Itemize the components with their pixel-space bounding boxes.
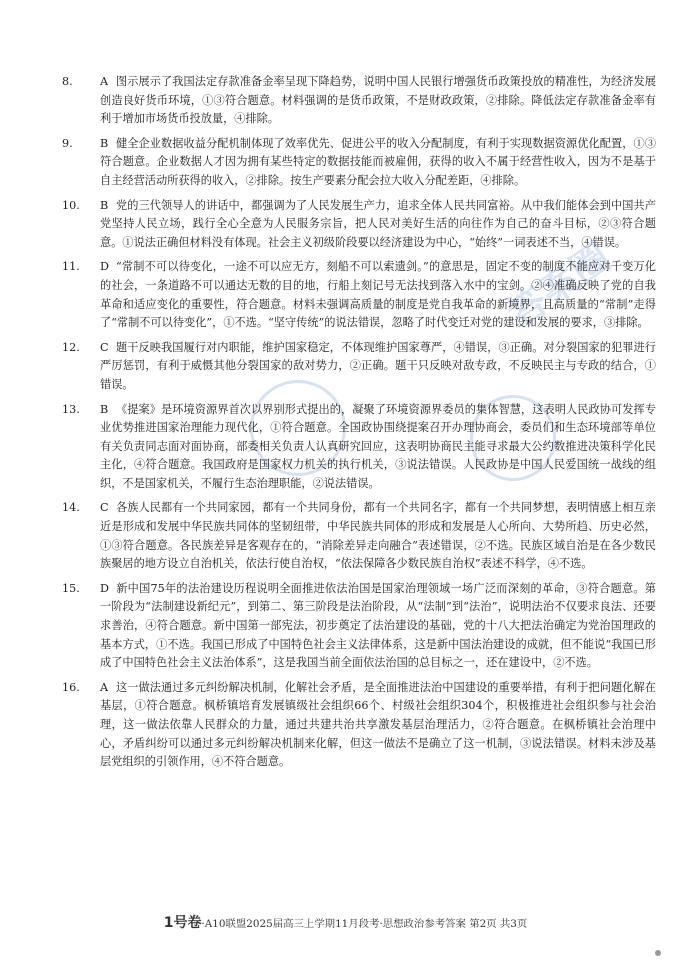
explanation-text: 《提案》是环境资源界首次以界别形式提出的，凝聚了环境资源界委员的集体智慧，这表明人民政协可发挥专业优势推进国家治理能力现代化，①符合题意。全国政协围绕提案召开办理协商会，委员们和生态环境部等单位有关负责同志面对面协商，部委相关负责人认真研究回应，这表明协商民主能寻求最大公约数推进决策科学化民主化，④符合题意。我国政府是国家权力机关的执行机关，③说法错误。人民政协是中国人民爱国统一战线的组织，不是国家机关，不履行生态治理职能，②说法错误。 (100, 402, 656, 490)
answer-body (100, 401, 656, 494)
question-number: 14. (62, 501, 80, 515)
answer-item (62, 580, 656, 673)
explanation-text: 党的三代领导人的讲话中，都强调为了人民发展生产力，追求全体人民共同富裕。从中我们能体会到中国共产党坚持人民立场，践行全心全意为人民服务宗旨，把人民对美好生活的向往作为自己的奋斗目标，②③符合题意。①说法正确但材料没有体现。社会主义初级阶段要以经济建设为中心，“始终”一词表述不当，④错误。 (100, 198, 656, 249)
answer-body (100, 135, 656, 191)
question-number: 16. (62, 680, 80, 694)
question-number: 12. (62, 340, 80, 354)
answer-item (62, 135, 656, 191)
explanation-text: 新中国75年的法治建设历程说明全面推进依法治国是国家治理领域一场广泛而深刻的革命，③符合题意。第一阶段为“法制建设新纪元”，到第二、第三阶段是法治阶段，从“法制”到“法治”，说明法治不仅要求良法、还要求善治，④符合题意。新中国第一部宪法，初步奠定了法治建设的基础，党的十八大把法治确定为党治国理政的基本方式，①不选。我国已形成了中国特色社会主义法律体系，这是新中国法治建设的成就，但不能说“我国已形成了中国特色社会主义法治体系”，这是我国当前全面依法治国的总目标之一，还在建设中，②不选。 (100, 581, 656, 670)
question-number: 8. (62, 75, 73, 88)
question-number: 10. (62, 198, 80, 212)
answer-item (62, 401, 656, 494)
question-number: 9. (62, 136, 73, 150)
answer-letter: C (100, 340, 109, 354)
explanation-text: 这一做法通过多元纠纷解决机制，化解社会矛盾，是全面推进法治中国建设的重要举措，有利于把问题化解在基层，①符合题意。枫桥镇培育发展镇级社会组织66个、村级社会组织304个，积极推进社会组织参与社会治理，这一做法依靠人民群众的力量，通过共建共治共享激发基层治理活力，②符合题意。在枫桥镇社会治理中心，矛盾纠纷可以通过多元纠纷解决机制来化解，但这一做法不是确立了这一机制，③说法错误。材料未涉及基层党组织的引领作用，④不符合题意。 (100, 680, 656, 769)
watermark-text: 答案圈 (499, 234, 619, 337)
answer-letter: A (100, 75, 109, 88)
question-number: 15. (62, 581, 80, 595)
answer-item (62, 73, 656, 129)
answer-item (62, 258, 656, 332)
answer-body (100, 580, 656, 673)
answer-list (62, 73, 656, 778)
answer-item (62, 197, 656, 253)
answer-item (62, 499, 656, 573)
answer-letter: D (100, 581, 109, 595)
answer-letter: B (100, 136, 109, 150)
explanation-text: 各族人民都有一个共同家园，都有一个共同身份，都有一个共同名字，都有一个共同梦想，表明情感上相互亲近是形成和发展中华民族共同体的坚韧纽带，中华民族共同体的形成和发展是人心所向、大势所趋、历史必然，①③符合题意。各民族差异是客观存在的，“消除差异走向融合”表述错误，②不选。民族区域自治是在各少数民族聚居的地方设立自治机关，依法行使自治权，“依法保障各少数民族自治权”表述不科学，④不选。 (100, 501, 656, 571)
answer-item (62, 339, 656, 395)
explanation-text: 图示展示了我国法定存款准备金率呈现下降趋势，说明中国人民银行增强货币政策投放的精准性，为经济发展创造良好货币环境，①③符合题意。材料强调的是货币政策，不是财政政策，②排除。降低法定存款准备金率有利于增加市场货币投放量，④排除。 (100, 75, 656, 126)
answer-body (100, 258, 656, 332)
answer-item (62, 679, 656, 772)
answer-letter: C (100, 501, 109, 515)
explanation-text: 题干反映我国履行对内职能，维护国家稳定，不体现维护国家尊严，④错误，③正确。对分裂国家的犯罪进行严厉惩罚，有利于威慑其他分裂国家的敌对势力，②正确。题干只反映对敌专政，不反映民主与专政的结合，①错误。 (100, 340, 656, 391)
footer-logo: 1号卷 (163, 915, 202, 931)
explanation-text: “常制不可以待变化，一途不可以应无方，刻船不可以索遗剑。”的意思是，固定不变的制度不能应对千变万化的社会，一条道路不可以通达无数的目的地，行船上刻记号无法找到落入水中的宝剑。②④准确反映了党的自我革命和适应变化的重要性，符合题意。材料未强调高质量的制度是党自我革命的新境界，且高质量的“常制”走得了“常制不可以待变化”，①不选。“坚守传统”的说法错误，忽略了时代变迁对党的建设和发展的要求，③排除。 (100, 260, 656, 330)
answer-letter: A (100, 680, 109, 694)
answer-letter: D (100, 260, 109, 274)
footer-text: ·A10联盟2025届高三上学期11月段考·思想政治参考答案 第2页 共3页 (201, 918, 528, 930)
explanation-text: 健全企业数据收益分配机制体现了效率优先、促进公平的收入分配制度，有利于实现数据资源优化配置，①③符合题意。企业数据人才因为拥有某些特定的数据技能而被雇佣，获得的收入不属于经营性收入，因为不是基于自主经营活动所获得的收入，②排除。按生产要素分配会拉大收入分配差距，④排除。 (100, 136, 656, 187)
answer-body (100, 679, 656, 772)
answer-body (100, 73, 656, 129)
answer-body (100, 339, 656, 395)
answer-body (100, 499, 656, 573)
corner-mark (655, 950, 661, 956)
answer-letter: B (100, 198, 109, 212)
question-number: 13. (62, 402, 80, 416)
question-number: 11. (62, 260, 80, 274)
answer-letter: B (100, 402, 109, 416)
answer-body (100, 197, 656, 253)
page-footer (0, 912, 691, 932)
